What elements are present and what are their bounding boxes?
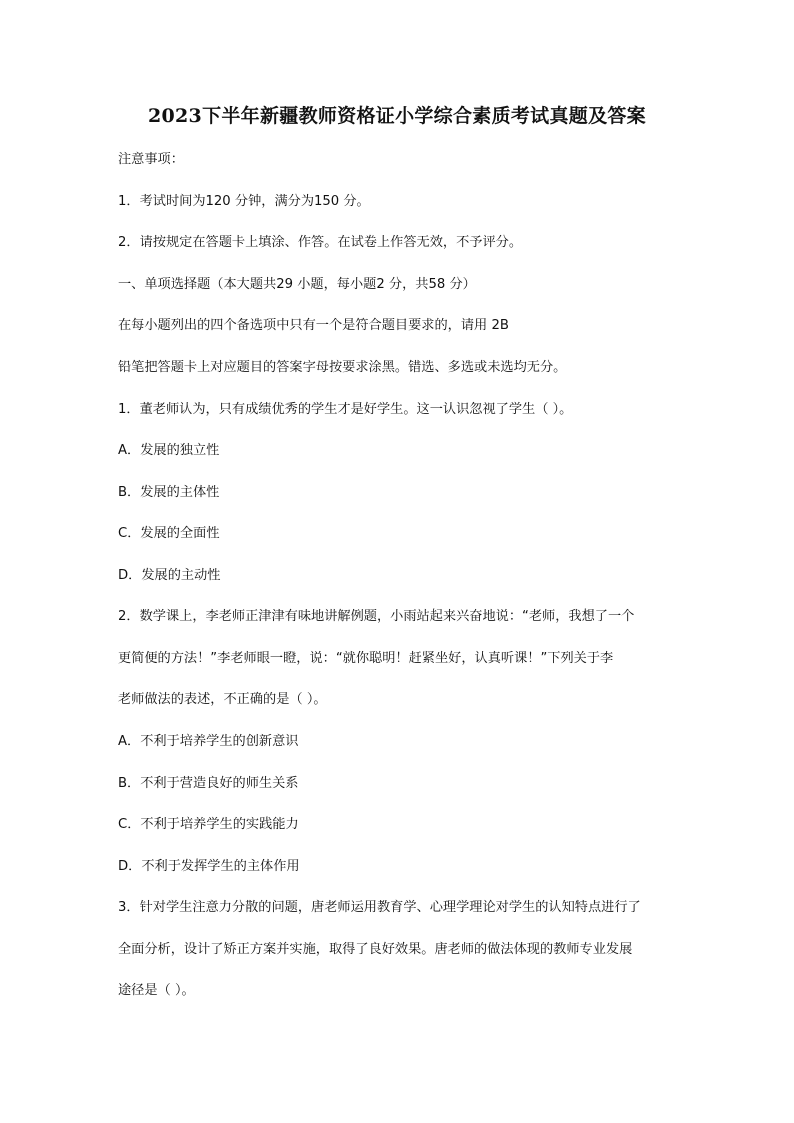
question-stem: 3．针对学生注意力分散的问题，唐老师运用教育学、心理学理论对学生的认知特点进行了 bbox=[118, 900, 641, 915]
instruction-line: 在每小题列出的四个备选项中只有一个是符合题目要求的，请用 2B bbox=[118, 318, 509, 333]
question-stem: 1．董老师认为，只有成绩优秀的学生才是好学生。这一认识忽视了学生（ ）。 bbox=[118, 402, 573, 417]
answer-option: B．发展的主体性 bbox=[118, 485, 220, 500]
answer-option: C．不利于培养学生的实践能力 bbox=[118, 817, 299, 832]
answer-option: D．不利于发挥学生的主体作用 bbox=[118, 859, 300, 874]
notice-line: 2．请按规定在答题卡上填涂、作答。在试卷上作答无效，不予评分。 bbox=[118, 235, 523, 250]
notice-line: 1．考试时间为120 分钟，满分为150 分。 bbox=[118, 194, 370, 209]
section-heading: 一、单项选择题（本大题共29 小题，每小题2 分，共58 分） bbox=[118, 277, 476, 292]
answer-option: B．不利于营造良好的师生关系 bbox=[118, 776, 299, 791]
question-stem: 更简便的方法！”李老师眼一瞪，说：“就你聪明！赶紧坐好，认真听课！”下列关于李 bbox=[118, 651, 614, 666]
instruction-line: 铅笔把答题卡上对应题目的答案字母按要求涂黑。错选、多选或未选均无分。 bbox=[118, 360, 567, 375]
question-stem: 2．数学课上，李老师正津津有味地讲解例题，小雨站起来兴奋地说：“老师，我想了一个 bbox=[118, 609, 635, 624]
notice-heading: 注意事项： bbox=[118, 152, 184, 167]
document-title: 2023下半年新疆教师资格证小学综合素质考试真题及答案 bbox=[148, 105, 646, 127]
question-stem: 全面分析，设计了矫正方案并实施，取得了良好效果。唐老师的做法体现的教师专业发展 bbox=[118, 942, 633, 957]
question-stem: 老师做法的表述，不正确的是（ ）。 bbox=[118, 692, 327, 707]
answer-option: A．发展的独立性 bbox=[118, 443, 220, 458]
answer-option: C．发展的全面性 bbox=[118, 526, 220, 541]
answer-option: A．不利于培养学生的创新意识 bbox=[118, 734, 299, 749]
answer-option: D．发展的主动性 bbox=[118, 568, 221, 583]
question-stem: 途径是（ ）。 bbox=[118, 983, 195, 998]
